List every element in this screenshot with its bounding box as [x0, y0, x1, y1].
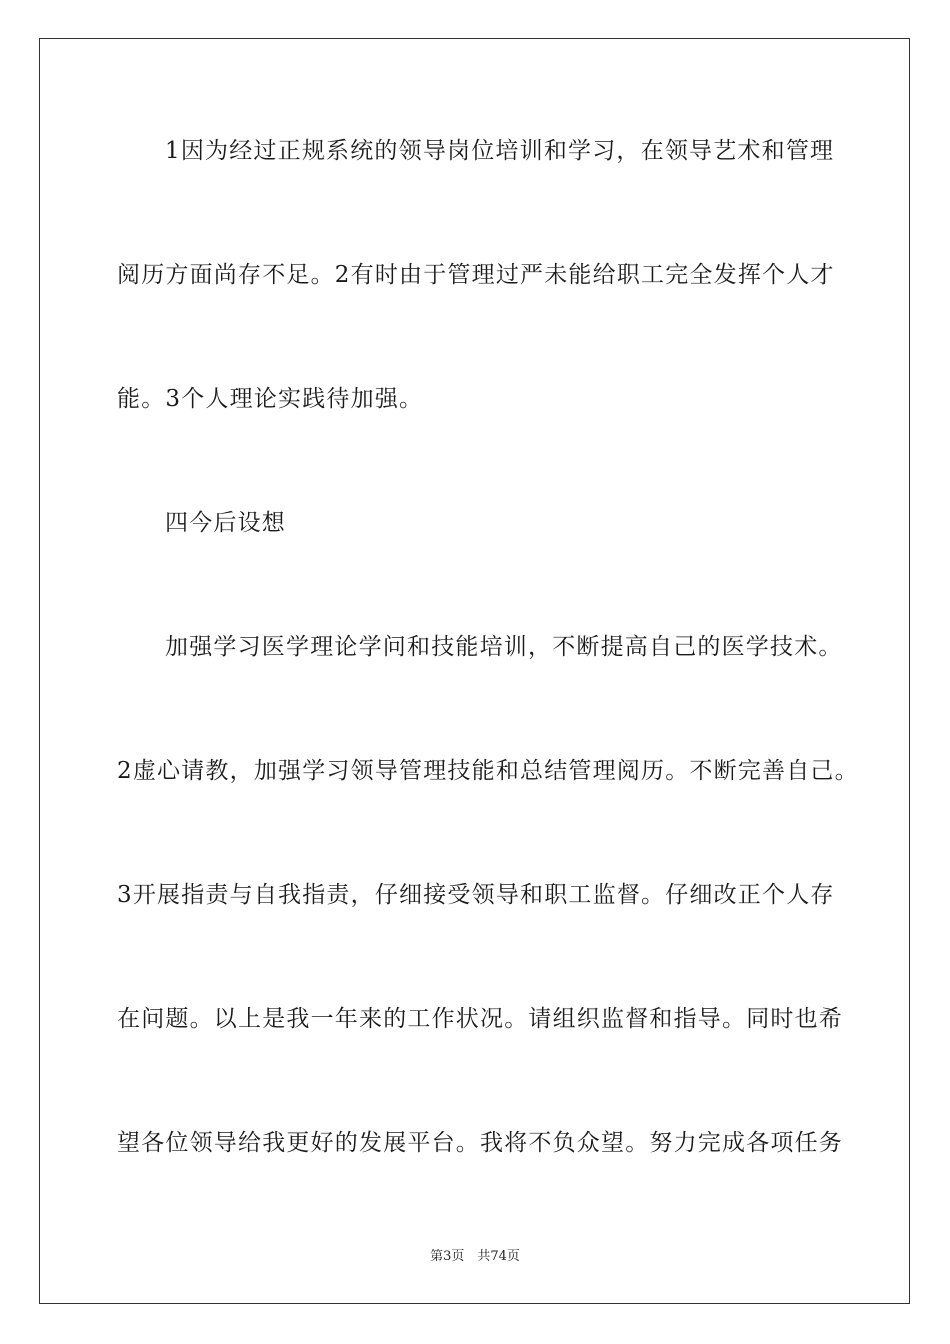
paragraph-line-6: 3开展指责与自我指责，仔细接受领导和职工监督。仔细改正个人存 [117, 882, 835, 908]
paragraph-line-3: 能。3个人理论实践待加强。 [117, 386, 424, 412]
page-border [39, 38, 910, 1304]
paragraph-line-7: 在问题。以上是我一年来的工作状况。请组织监督和指导。同时也希 [117, 1006, 843, 1032]
paragraph-line-2: 阅历方面尚存不足。2有时由于管理过严未能给职工完全发挥个人才 [117, 262, 835, 288]
paragraph-line-1: 1因为经过正规系统的领导岗位培训和学习，在领导艺术和管理 [165, 138, 835, 164]
paragraph-line-8: 望各位领导给我更好的发展平台。我将不负众望。努力完成各项任务 [117, 1130, 843, 1156]
page-number-footer: 第3页 共74页 [430, 1249, 520, 1264]
paragraph-line-4: 加强学习医学理论学问和技能培训，不断提高自己的医学技术。 [165, 634, 843, 660]
section-heading: 四今后设想 [165, 510, 286, 536]
paragraph-line-5: 2虚心请教，加强学习领导管理技能和总结管理阅历。不断完善自己。 [117, 758, 859, 784]
